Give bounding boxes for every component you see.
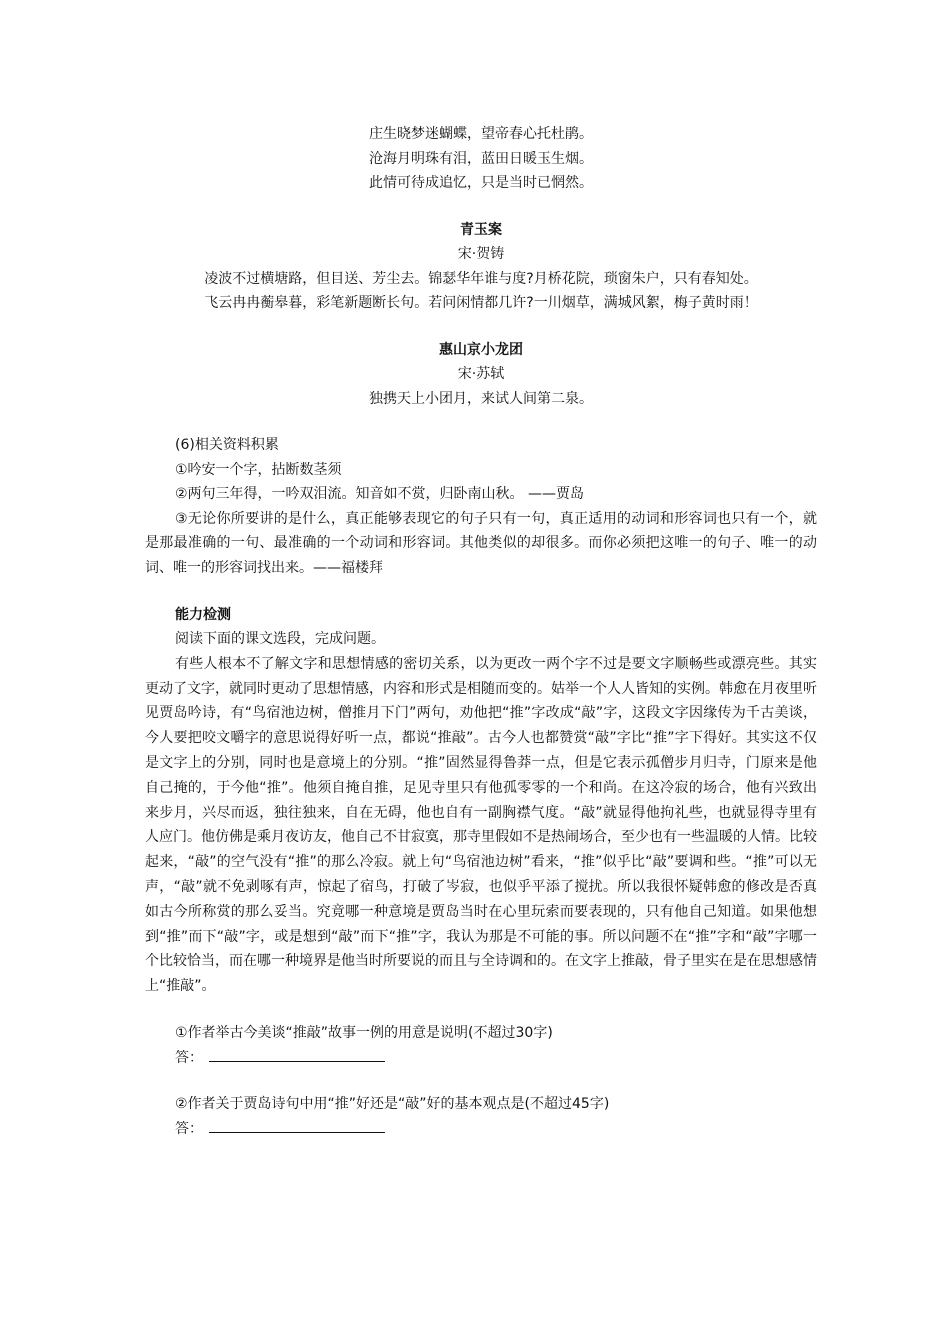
poem-jinse-continued [145,122,817,196]
material-item: ②两句三年得，一吟双泪流。知音如不赏，归卧南山秋。 ——贾岛 [175,486,584,502]
exercise-instruction: 阅读下面的课文选段，完成问题。 [175,631,385,648]
section-heading: 能力检测 [175,606,231,623]
poem-title: 青玉案 [460,221,502,238]
question-1 [145,1021,817,1070]
reading-passage: 有些人根本不了解文字和思想情感的密切关系，以为更改一两个字不过是要文字顺畅些或漂亮些。其实更动了文字，就同时更动了思想情感，内容和形式是相随而变的。姑举一个人人皆知的实例。韩愈在月夜里听见贾岛吟诗，有“鸟宿池边树，僧推月下门”两句，劝他把“推”字改成“敲”字，这段文字因缘传为千古美谈，今人要把咬文嚼字的意思说得好听一点，都说“推敲”。古今人也都赞赏“敲”字比“推”字下得好。其实这不仅是文字上的分别，同时也是意境上的分别。“推”固然显得鲁莽一点，但是它表示孤僧步月归寺，门原来是他自己掩的，于今他“推”。他须自掩自推，足见寺里只有他孤零零的一个和尚。在这冷寂的场合，他有兴致出来步月，兴尽而返，独往独来，自在无碍，他也自有一副胸襟气度。“敲”就显得他拘礼些，也就显得寺里有人应门。他仿佛是乘月夜访友，他自己不甘寂寞，那寺里假如不是热闹场合，至少也有一些温暖的人情。比较起来，“敲”的空气没有“推”的那么冷寂。就上句“鸟宿池边树”看来，“推”似乎比“敲”要调和些。“推”可以无声，“敲”就不免剥啄有声，惊起了宿鸟，打破了岑寂，也似乎平添了搅扰。所以我很怀疑韩愈的修改是否真如古今所称赏的那么妥当。究竟哪一种意境是贾岛当时在心里玩索而要表现的，只有他自己知道。如果他想到“推”而下“敲”字，或是想到“敲”而下“推”字，我认为那是不可能的事。所以问题不在“推”字和“敲”字哪一个比较恰当，而在哪一种境界是他当时所要说的而且与全诗调和的。在文字上推敲，骨子里实在是在思想感情上“推敲”。 [145,655,817,995]
answer-blank[interactable] [209,1118,385,1133]
answer-label: 答： [175,1120,203,1137]
poem-line: 庄生晓梦迷蝴蝶，望帝春心托杜鹃。 [369,126,593,142]
materials-section [145,433,817,581]
material-item: ①吟安一个字，拈断数茎须 [175,461,342,478]
poem-qingyuan [145,218,817,316]
poem-line: 此情可待成追忆，只是当时已惘然。 [369,175,593,191]
material-item: ③无论你所要讲的是什么，真正能够表现它的句子只有一句，真正适用的动词和形容词也只有一个，就是那最准确的一句、最准确的一个动词和形容词。其他类似的却很多。而你必须把这唯一的句子、唯一的动词、唯一的形容词找出来。——福楼拜 [145,510,817,577]
poem-huishan [145,338,817,412]
poem-author: 宋·贺铸 [457,246,505,262]
poem-line: 独携天上小团月，来试人间第二泉。 [369,390,593,407]
question-text: ②作者关于贾岛诗句中用“推”好还是“敲”好的基本观点是(不超过45字) [175,1096,610,1113]
answer-blank[interactable] [209,1047,385,1062]
exercise-section [145,603,817,1141]
answer-row [145,1046,817,1071]
poem-line: 凌波不过横塘路，但目送、芳尘去。锦瑟华年谁与度?月桥花院，琐窗朱户，只有春知处。 [204,270,758,287]
question-2 [145,1092,817,1141]
poem-line: 沧海月明珠有泪，蓝田日暖玉生烟。 [369,150,593,167]
poem-line: 飞云冉冉蘅皋暮，彩笔新题断长句。若问闲情都几许?一川烟草，满城风絮，梅子黄时雨！ [204,295,758,311]
poem-author: 宋·苏轼 [457,366,505,382]
poem-title: 惠山京小龙团 [439,341,523,358]
answer-label: 答： [175,1049,203,1066]
question-text: ①作者举古今美谈“推敲”故事一例的用意是说明(不超过30字) [175,1025,553,1042]
section-heading: (6)相关资料积累 [175,437,279,453]
answer-row [145,1117,817,1142]
document-content [145,122,817,1141]
